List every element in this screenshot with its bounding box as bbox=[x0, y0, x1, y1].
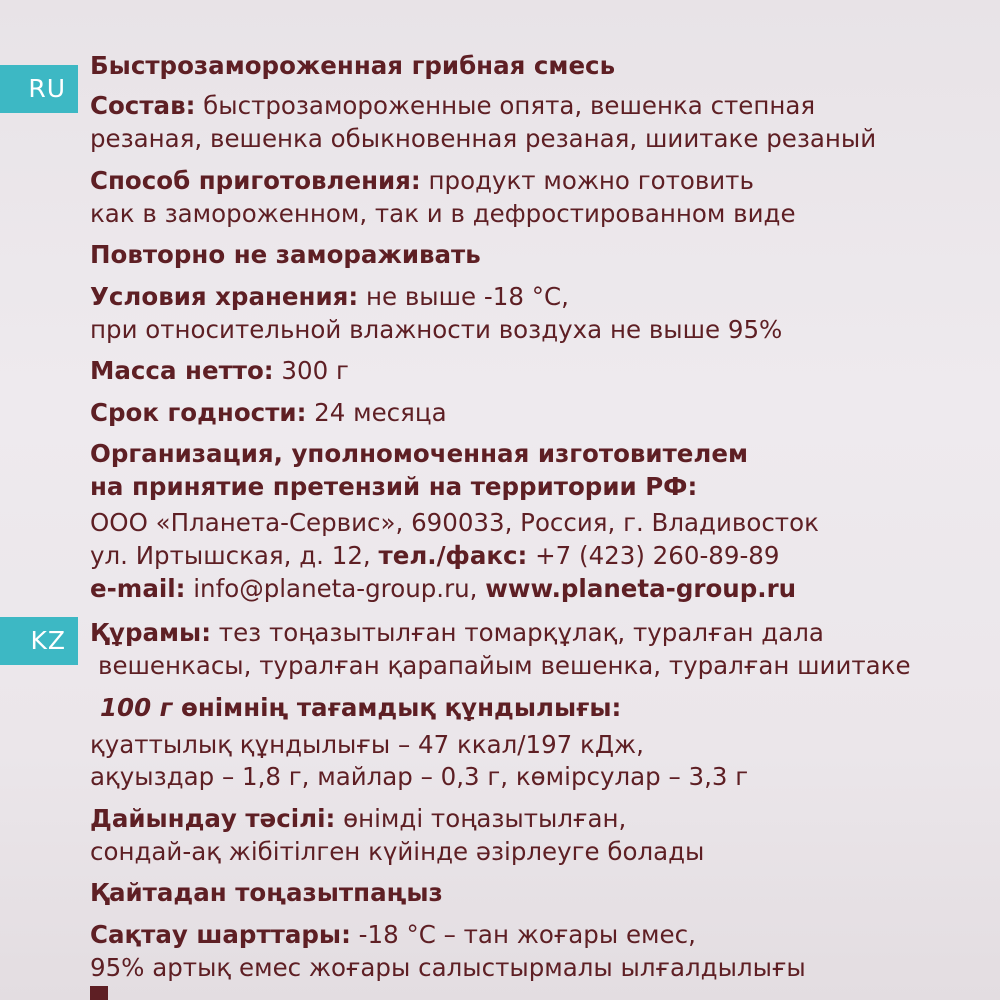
ru-shelf-label: Срок годности: bbox=[90, 398, 307, 427]
kz-storage-text-1: -18 °С – тан жоғары емес, bbox=[350, 920, 696, 949]
ru-storage-line-1 bbox=[90, 282, 569, 312]
ru-storage-line-2: при относительной влажности воздуха не выше 95% bbox=[90, 315, 783, 344]
ru-no-refreeze: Повторно не замораживать bbox=[90, 240, 481, 269]
kz-nutrition-line-1: қуаттылық құндылығы – 47 ккал/197 кДж, bbox=[90, 730, 644, 759]
ru-phone-label: тел./факс: bbox=[378, 541, 528, 570]
kz-nutrition-amount: 100 г bbox=[100, 693, 173, 722]
ru-org-line-2: на принятие претензий на территории РФ: bbox=[90, 472, 698, 501]
ru-shelf-line bbox=[90, 398, 447, 428]
kz-composition-line-2: вешенкасы, туралған қарапайым вешенка, туралған шиитаке bbox=[98, 651, 911, 680]
ru-email-label: e-mail: bbox=[90, 574, 186, 603]
kz-nutrition-label: өнімнің тағамдық құндылығы: bbox=[172, 693, 622, 722]
ru-shelf-value: 24 месяца bbox=[306, 398, 447, 427]
ru-org-line-1: Организация, уполномоченная изготовителем bbox=[90, 439, 748, 468]
kz-nutrition-header bbox=[100, 693, 621, 723]
ru-email-value: info@planeta-group.ru, bbox=[185, 574, 486, 603]
kz-prep-label: Дайындау тәсілі: bbox=[90, 804, 336, 833]
language-badge-kz: KZ bbox=[0, 617, 78, 665]
ru-composition-line-1 bbox=[90, 91, 815, 121]
ru-prep-label: Способ приготовления: bbox=[90, 166, 421, 195]
ru-prep-line-2: как в замороженном, так и в дефростированном виде bbox=[90, 199, 796, 228]
ru-contact-line bbox=[90, 574, 796, 604]
kz-composition-line-1 bbox=[90, 618, 824, 648]
ru-storage-label: Условия хранения: bbox=[90, 282, 359, 311]
kz-prep-line-2: сондай-ақ жібітілген күйінде әзірлеуге болады bbox=[90, 837, 705, 866]
kz-no-refreeze: Қайтадан тоңазытпаңыз bbox=[90, 878, 443, 907]
kz-nutrition-line-2: ақуыздар – 1,8 г, майлар – 0,3 г, көмірсулар – 3,3 г bbox=[90, 762, 749, 791]
kz-prep-text-1: өнімді тоңазытылған, bbox=[335, 804, 627, 833]
ru-product-title: Быстрозамороженная грибная смесь bbox=[90, 51, 616, 80]
kz-storage-label: Сақтау шарттары: bbox=[90, 920, 351, 949]
ru-prep-line-1 bbox=[90, 166, 754, 196]
ru-phone-value: +7 (423) 260-89-89 bbox=[527, 541, 780, 570]
ru-composition-line-2: резаная, вешенка обыкновенная резаная, шиитаке резаный bbox=[90, 124, 877, 153]
kz-storage-line-1 bbox=[90, 920, 696, 950]
kz-composition-text-1: тез тоңазытылған томарқұлақ, туралған дала bbox=[211, 618, 824, 647]
kz-storage-line-2: 95% артық емес жоғары салыстырмалы ылғалдылығы bbox=[90, 953, 806, 982]
ru-composition-text-1: быстрозамороженные опята, вешенка степная bbox=[195, 91, 816, 120]
cropped-text-fragment bbox=[90, 986, 108, 1000]
ru-website: www.planeta-group.ru bbox=[485, 574, 797, 603]
ru-mass-line bbox=[90, 356, 349, 386]
kz-composition-label: Құрамы: bbox=[90, 618, 212, 647]
ru-prep-text-1: продукт можно готовить bbox=[420, 166, 754, 195]
kz-prep-line-1 bbox=[90, 804, 626, 834]
ru-address-line-2 bbox=[90, 541, 779, 571]
ru-address-line-1: ООО «Планета-Сервис», 690033, Россия, г. Владивосток bbox=[90, 508, 819, 537]
ru-mass-label: Масса нетто: bbox=[90, 356, 274, 385]
ru-composition-label: Состав: bbox=[90, 91, 196, 120]
ru-mass-value: 300 г bbox=[273, 356, 349, 385]
language-badge-ru: RU bbox=[0, 65, 78, 113]
ru-storage-text-1: не выше -18 °С, bbox=[358, 282, 569, 311]
ru-address-street: ул. Иртышская, д. 12, bbox=[90, 541, 379, 570]
